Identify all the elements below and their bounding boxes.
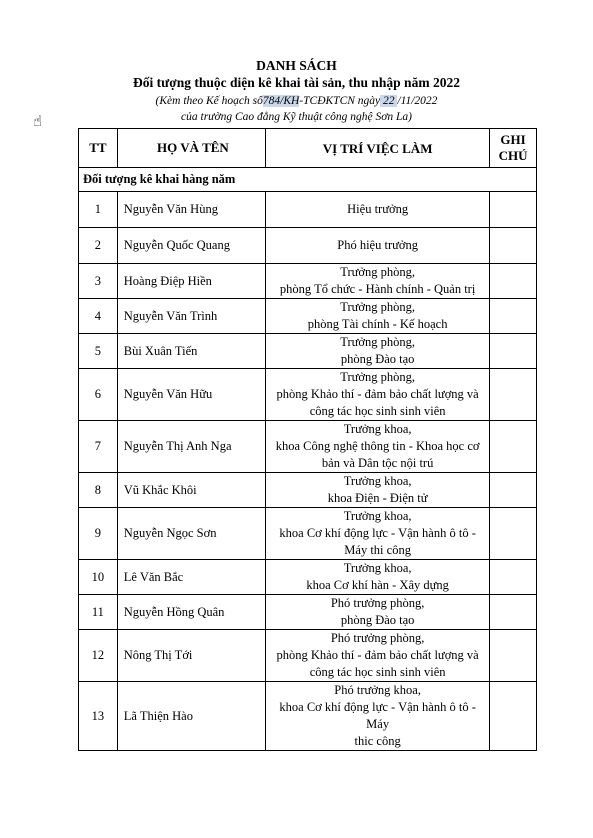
row-number: 9 [79, 508, 118, 560]
plan-reference [0, 95, 593, 107]
row-name: Nguyễn Văn Hùng [117, 192, 265, 228]
row-name: Vũ Khắc Khôi [117, 473, 265, 508]
row-note [490, 473, 537, 508]
table-row [79, 369, 537, 421]
row-note [490, 264, 537, 299]
document-subtitle: Đối tượng thuộc diện kê khai tài sản, thu nhập năm 2022 [133, 75, 460, 90]
plan-reference-prefix: (Kèm theo Kế hoạch số [155, 95, 263, 107]
position-line: công tác học sinh sinh viên [309, 665, 446, 679]
row-number: 1 [79, 192, 118, 228]
row-number: 5 [79, 334, 118, 369]
row-note [490, 228, 537, 264]
position-line: phòng Tài chính - Kế hoạch [307, 317, 448, 331]
row-number: 11 [79, 595, 118, 630]
table-row [79, 508, 537, 560]
position-line: khoa Công nghệ thông tin - Khoa học cơ [275, 439, 480, 453]
row-name: Nguyễn Thị Anh Nga [117, 421, 265, 473]
row-note [490, 630, 537, 682]
row-note [490, 334, 537, 369]
position-line: Phó trưởng phòng, [330, 596, 425, 610]
row-name: Bùi Xuân Tiến [117, 334, 265, 369]
table-row [79, 560, 537, 595]
row-note [490, 421, 537, 473]
position-line: phòng Khảo thí - đảm bảo chất lượng và [276, 648, 479, 662]
table-row [79, 682, 537, 751]
row-position [266, 228, 490, 264]
row-number: 6 [79, 369, 118, 421]
plan-reference-mid: -TCĐKTCN ngày [299, 95, 381, 107]
row-number: 3 [79, 264, 118, 299]
table-row [79, 334, 537, 369]
row-name: Nguyễn Văn Trình [117, 299, 265, 334]
row-number: 2 [79, 228, 118, 264]
plan-issuer: của trường Cao đẳng Kỹ thuật công nghệ Sơn La) [181, 111, 412, 123]
row-name: Hoàng Điệp Hiền [117, 264, 265, 299]
position-line: phòng Đào tạo [340, 352, 415, 366]
staff-table [78, 128, 537, 751]
row-position [266, 682, 490, 751]
table-row [79, 421, 537, 473]
row-note [490, 682, 537, 751]
position-line: khoa Cơ khí hàn - Xây dựng [306, 578, 449, 592]
position-line: khoa Cơ khí động lực - Vận hành ô tô - Máy [279, 700, 476, 731]
section-row [79, 168, 537, 192]
row-position [266, 560, 490, 595]
table-row [79, 192, 537, 228]
row-number: 8 [79, 473, 118, 508]
section-label: Đối tượng kê khai hàng năm [79, 168, 537, 192]
position-line: Trưởng phòng, [340, 335, 415, 349]
position-line: Phó hiệu trưởng [337, 238, 418, 252]
column-header-name: HỌ VÀ TÊN [117, 129, 265, 168]
position-line: phòng Khảo thí - đảm bảo chất lượng và [276, 387, 479, 401]
row-position [266, 421, 490, 473]
position-line: khoa Cơ khí động lực - Vận hành ô tô - [279, 526, 476, 540]
table-header-row [79, 129, 537, 168]
position-line: công tác học sinh sinh viên [309, 404, 446, 418]
row-position [266, 264, 490, 299]
document-title: DANH SÁCH [256, 58, 337, 73]
column-header-tt: TT [79, 129, 118, 168]
table-row [79, 228, 537, 264]
row-name: Nguyễn Quốc Quang [117, 228, 265, 264]
table-row [79, 473, 537, 508]
plan-code: /KH [280, 95, 300, 107]
row-name: Nguyễn Hồng Quân [117, 595, 265, 630]
row-note [490, 299, 537, 334]
position-line: Phó trưởng khoa, [334, 683, 421, 697]
table-row [79, 630, 537, 682]
row-note [490, 192, 537, 228]
row-number: 7 [79, 421, 118, 473]
row-position [266, 630, 490, 682]
row-position [266, 508, 490, 560]
row-position [266, 299, 490, 334]
row-position [266, 369, 490, 421]
position-line: Trưởng phòng, [340, 370, 415, 384]
position-line: Trưởng khoa, [343, 509, 412, 523]
position-line: thic công [354, 734, 401, 748]
position-line: phòng Đào tạo [340, 613, 415, 627]
column-header-position: VỊ TRÍ VIỆC LÀM [266, 129, 490, 168]
position-line: Trưởng khoa, [343, 474, 412, 488]
table-row [79, 595, 537, 630]
position-line: bản và Dân tộc nội trú [321, 456, 434, 470]
table-row [79, 299, 537, 334]
row-position [266, 473, 490, 508]
position-line: Trưởng phòng, [340, 265, 415, 279]
row-note [490, 560, 537, 595]
position-line: Trưởng khoa, [343, 561, 412, 575]
row-number: 13 [79, 682, 118, 751]
row-number: 4 [79, 299, 118, 334]
table-row [79, 264, 537, 299]
hand-pointer-icon: ☝ [33, 112, 43, 130]
row-position [266, 595, 490, 630]
row-position [266, 334, 490, 369]
position-line: khoa Điện - Điện tử [327, 491, 428, 505]
row-position [266, 192, 490, 228]
row-name: Lã Thiện Hào [117, 682, 265, 751]
plan-reference-suffix: /11/2022 [397, 95, 438, 107]
position-line: Phó trưởng phòng, [330, 631, 425, 645]
row-name: Nông Thị Tới [117, 630, 265, 682]
row-note [490, 595, 537, 630]
row-note [490, 508, 537, 560]
position-line: Trưởng khoa, [343, 422, 412, 436]
plan-day: 22 [380, 95, 398, 107]
row-number: 12 [79, 630, 118, 682]
column-header-note: GHI CHÚ [490, 129, 537, 168]
row-note [490, 369, 537, 421]
row-number: 10 [79, 560, 118, 595]
position-line: phòng Tổ chức - Hành chính - Quản trị [279, 282, 476, 296]
position-line: Máy thi công [344, 543, 411, 557]
position-line: Hiệu trưởng [347, 202, 409, 216]
position-line: Trưởng phòng, [340, 300, 415, 314]
plan-number: 784 [262, 95, 281, 107]
row-name: Nguyễn Văn Hữu [117, 369, 265, 421]
row-name: Nguyễn Ngọc Sơn [117, 508, 265, 560]
row-name: Lê Văn Bắc [117, 560, 265, 595]
